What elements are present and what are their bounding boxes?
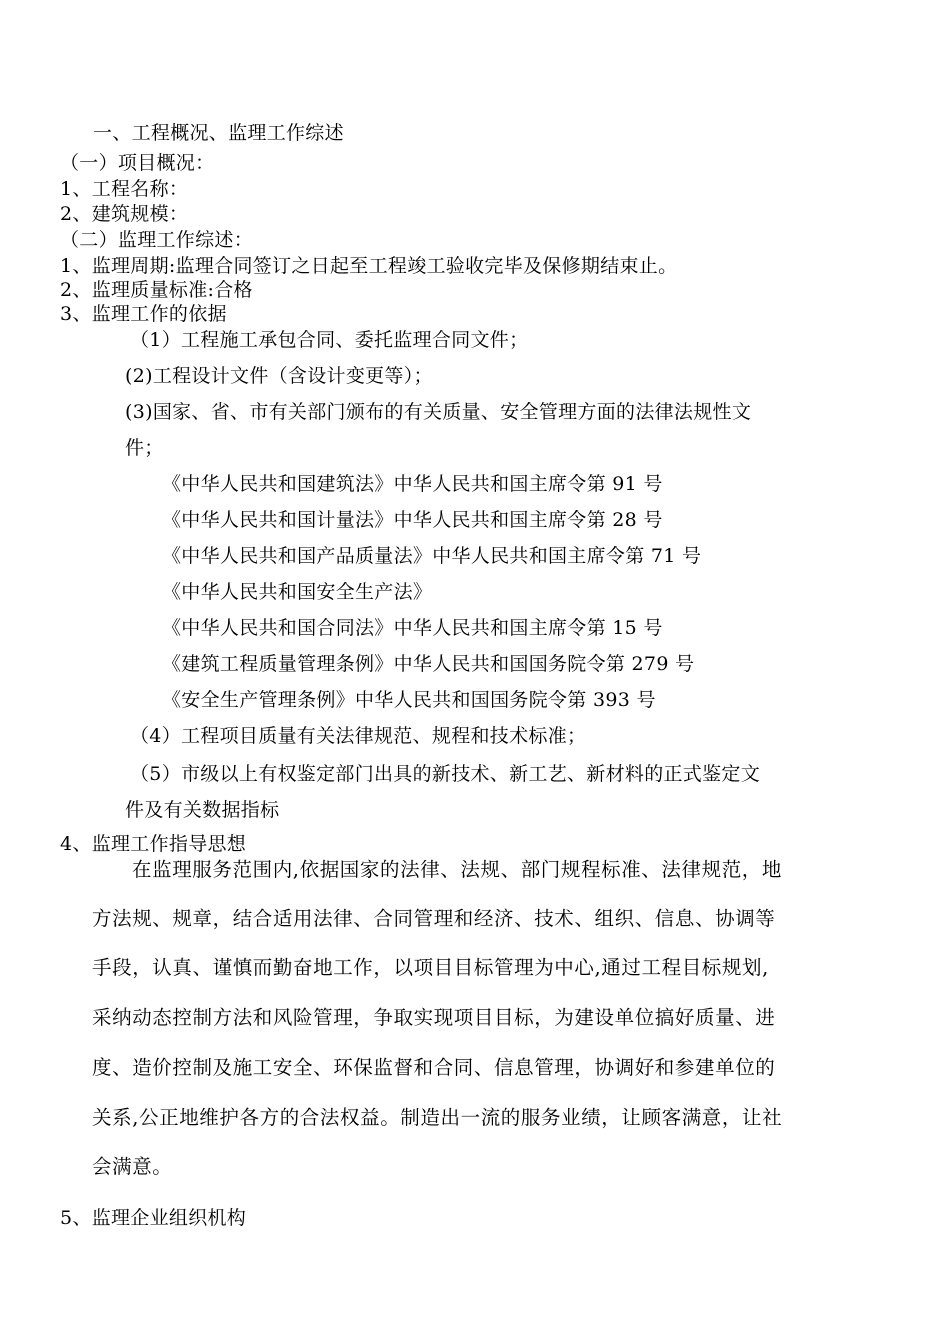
basis-item: （1）工程施工承包合同、委托监理合同文件； — [130, 329, 529, 351]
basis-item: （5）市级以上有权鉴定部门出具的新技术、新工艺、新材料的正式鉴定文 — [130, 763, 760, 785]
basis-item-continuation: 件及有关数据指标 — [125, 799, 280, 821]
law-item: 《中华人民共和国安全生产法》 — [162, 581, 433, 603]
item-guiding-heading: 4、监理工作指导思想 — [60, 833, 247, 855]
law-item: 《中华人民共和国产品质量法》中华人民共和国主席令第 71 号 — [162, 545, 702, 567]
guiding-paragraph-line: 采纳动态控制方法和风险管理，争取实现项目目标，为建设单位搞好质量、进 — [92, 1006, 776, 1029]
work-summary-heading: （二）监理工作综述： — [60, 229, 254, 251]
item-supervision-period: 1、监理周期:监理合同签订之日起至工程竣工验收完毕及保修期结束止。 — [60, 255, 678, 277]
basis-item: (3)国家、省、市有关部门颁布的有关质量、安全管理方面的法律法规性文 — [125, 401, 752, 423]
guiding-paragraph-line: 方法规、规章，结合适用法律、合同管理和经济、技术、组织、信息、协调等 — [92, 907, 776, 930]
guiding-paragraph-line: 在监理服务范围内,依据国家的法律、法规、部门规程标准、法律规范，地 — [132, 858, 782, 881]
law-item: 《中华人民共和国计量法》中华人民共和国主席令第 28 号 — [162, 509, 663, 531]
basis-item-continuation: 件； — [125, 437, 164, 459]
item-quality-standard: 2、监理质量标准:合格 — [60, 279, 253, 301]
law-item: 《安全生产管理条例》中华人民共和国国务院令第 393 号 — [162, 689, 656, 711]
basis-item: （4）工程项目质量有关法律规范、规程和技术标准； — [130, 725, 587, 747]
guiding-paragraph-line: 度、造价控制及施工安全、环保监督和合同、信息管理，协调好和参建单位的 — [92, 1056, 776, 1079]
section-title: 一、工程概况、监理工作综述 — [93, 122, 344, 144]
guiding-paragraph-line: 会满意。 — [92, 1155, 173, 1178]
law-item: 《建筑工程质量管理条例》中华人民共和国国务院令第 279 号 — [162, 653, 695, 675]
item-building-scale: 2、建筑规模： — [60, 203, 189, 225]
guiding-paragraph-line: 手段，认真、谨慎而勤奋地工作，以项目目标管理为中心,通过工程目标规划, — [92, 956, 769, 979]
law-item: 《中华人民共和国合同法》中华人民共和国主席令第 15 号 — [162, 617, 663, 639]
item-org-heading: 5、监理企业组织机构 — [60, 1207, 247, 1229]
basis-item: (2)工程设计文件（含设计变更等）； — [125, 365, 433, 387]
item-basis-heading: 3、监理工作的依据 — [60, 303, 227, 325]
project-overview-heading: （一）项目概况： — [60, 152, 215, 174]
law-item: 《中华人民共和国建筑法》中华人民共和国主席令第 91 号 — [162, 473, 663, 495]
item-project-name: 1、工程名称： — [60, 178, 189, 200]
guiding-paragraph-line: 关系,公正地维护各方的合法权益。制造出一流的服务业绩，让顾客满意，让社 — [92, 1106, 783, 1129]
